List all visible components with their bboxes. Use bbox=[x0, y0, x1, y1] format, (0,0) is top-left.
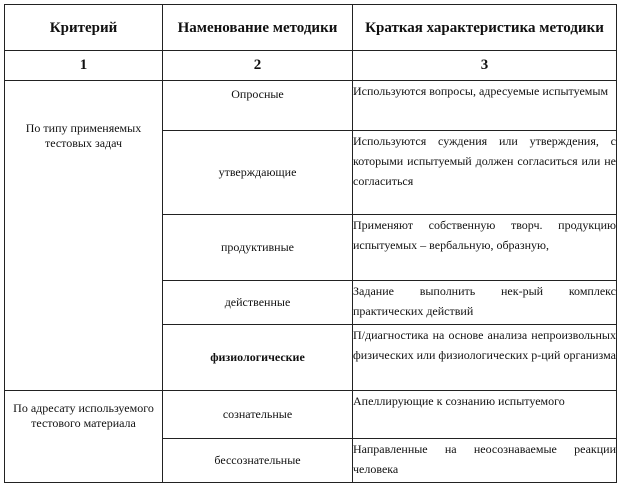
method-name-cell: сознательные bbox=[163, 391, 353, 439]
method-description-cell: Применяют собственную творч. продукцию испытуемых – вербальную, образную, bbox=[353, 215, 617, 281]
column-number-row bbox=[5, 51, 617, 81]
header-method-description: Краткая характеристика методики bbox=[353, 5, 617, 51]
header-row bbox=[5, 5, 617, 51]
method-description-cell: Используются суждения или утверждения, с которыми испытуемый должен согласиться или не согласиться bbox=[353, 131, 617, 215]
method-name-cell: Опросные bbox=[163, 81, 353, 131]
header-criterion: Критерий bbox=[5, 5, 163, 51]
method-name-cell: физиологические bbox=[163, 325, 353, 391]
table-row bbox=[5, 391, 617, 439]
column-number: 3 bbox=[353, 51, 617, 81]
criterion-cell: По адресату используемого тестового материала bbox=[5, 391, 163, 483]
method-description-cell: Задание выполнить нек-рый комплекс практических действий bbox=[353, 281, 617, 325]
header-method-name: Наменование методики bbox=[163, 5, 353, 51]
method-name-cell: действенные bbox=[163, 281, 353, 325]
method-description-cell: Направленные на неосознаваемые реакции человека bbox=[353, 439, 617, 483]
methods-table bbox=[4, 4, 617, 483]
method-description-cell: Апеллирующие к сознанию испытуемого bbox=[353, 391, 617, 439]
method-name-cell: продуктивные bbox=[163, 215, 353, 281]
column-number: 1 bbox=[5, 51, 163, 81]
criterion-cell: По типу применяемых тестовых задач bbox=[5, 81, 163, 391]
table-row bbox=[5, 81, 617, 131]
column-number: 2 bbox=[163, 51, 353, 81]
method-name-cell: утверждающие bbox=[163, 131, 353, 215]
method-description-cell: Используются вопросы, адресуемые испытуемым bbox=[353, 81, 617, 131]
method-name-cell: бессознательные bbox=[163, 439, 353, 483]
method-description-cell: П/диагностика на основе анализа непроизвольных физических или физиологических р-ций организма bbox=[353, 325, 617, 391]
